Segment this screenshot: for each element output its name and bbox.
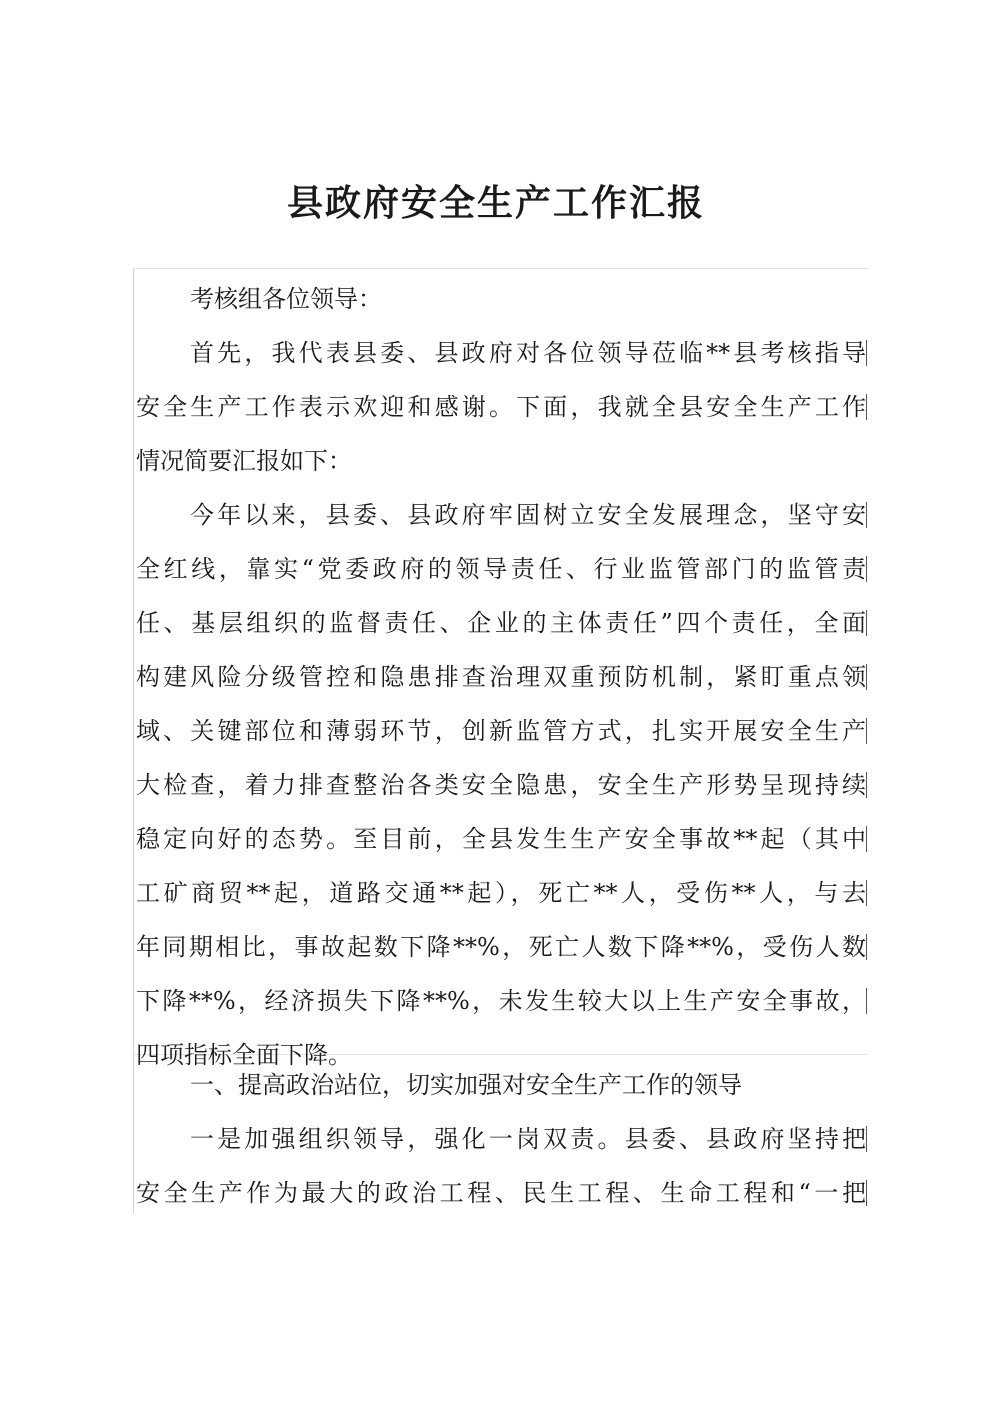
paragraph-line: 构建风险分级管控和隐患排查治理双重预防机制，紧盯重点领 xyxy=(136,663,866,691)
paragraph-line: 今年以来，县委、县政府牢固树立安全发展理念，坚守安 xyxy=(190,501,866,529)
line-end-marker xyxy=(866,394,867,420)
line-end-marker xyxy=(866,1126,867,1152)
line-end-marker xyxy=(866,340,867,366)
line-end-marker xyxy=(866,988,867,1014)
paragraph-line: 安全生产工作表示欢迎和感谢。下面，我就全县安全生产工作 xyxy=(136,393,866,421)
paragraph-line: 下降**%，经济损失下降**%，未发生较大以上生产安全事故， xyxy=(136,987,866,1015)
salutation xyxy=(136,272,866,326)
salutation-line: 考核组各位领导： xyxy=(190,285,382,313)
intro-paragraph xyxy=(136,326,866,488)
paragraph-line: 域、关键部位和薄弱环节，创新监管方式，扎实开展安全生产 xyxy=(136,717,866,745)
line-end-marker xyxy=(866,772,867,798)
paragraph-line: 年同期相比，事故起数下降**%，死亡人数下降**%，受伤人数 xyxy=(136,933,866,961)
paragraph-line: 首先，我代表县委、县政府对各位领导莅临**县考核指导 xyxy=(190,339,866,367)
paragraph-line: 情况简要汇报如下： xyxy=(136,447,352,475)
paragraph-line: 工矿商贸**起，道路交通**起），死亡**人，受伤**人，与去 xyxy=(136,879,866,907)
section-heading-text: 一、提高政治站位，切实加强对安全生产工作的领导 xyxy=(190,1071,742,1099)
paragraph-line: 安全生产作为最大的政治工程、民生工程、生命工程和“一把 xyxy=(136,1179,866,1207)
document-title: 县政府安全生产工作汇报 xyxy=(286,182,705,224)
line-end-marker xyxy=(866,718,867,744)
paragraph-line: 全红线，靠实“党委政府的领导责任、行业监管部门的监管责 xyxy=(136,555,866,583)
frame-left-border xyxy=(133,268,134,1213)
frame-top-border xyxy=(133,268,869,269)
line-end-marker xyxy=(866,664,867,690)
line-end-marker xyxy=(866,610,867,636)
section-heading xyxy=(136,1058,866,1112)
line-end-marker xyxy=(866,502,867,528)
line-end-marker xyxy=(866,826,867,852)
paragraph-line: 稳定向好的态势。至目前，全县发生生产安全事故**起（其中 xyxy=(136,825,866,853)
line-end-marker xyxy=(866,880,867,906)
line-end-marker xyxy=(866,556,867,582)
paragraph-line: 任、基层组织的监督责任、企业的主体责任”四个责任，全面 xyxy=(136,609,866,637)
line-end-marker xyxy=(866,934,867,960)
section-paragraph xyxy=(136,1112,866,1220)
paragraph-line: 大检查，着力排查整治各类安全隐患，安全生产形势呈现持续 xyxy=(136,771,866,799)
line-end-marker xyxy=(866,1180,867,1206)
paragraph-line: 一是加强组织领导，强化一岗双责。县委、县政府坚持把 xyxy=(190,1125,866,1153)
summary-paragraph xyxy=(136,488,866,1082)
paragraph-line: 四项指标全面下降。 xyxy=(136,1041,352,1069)
